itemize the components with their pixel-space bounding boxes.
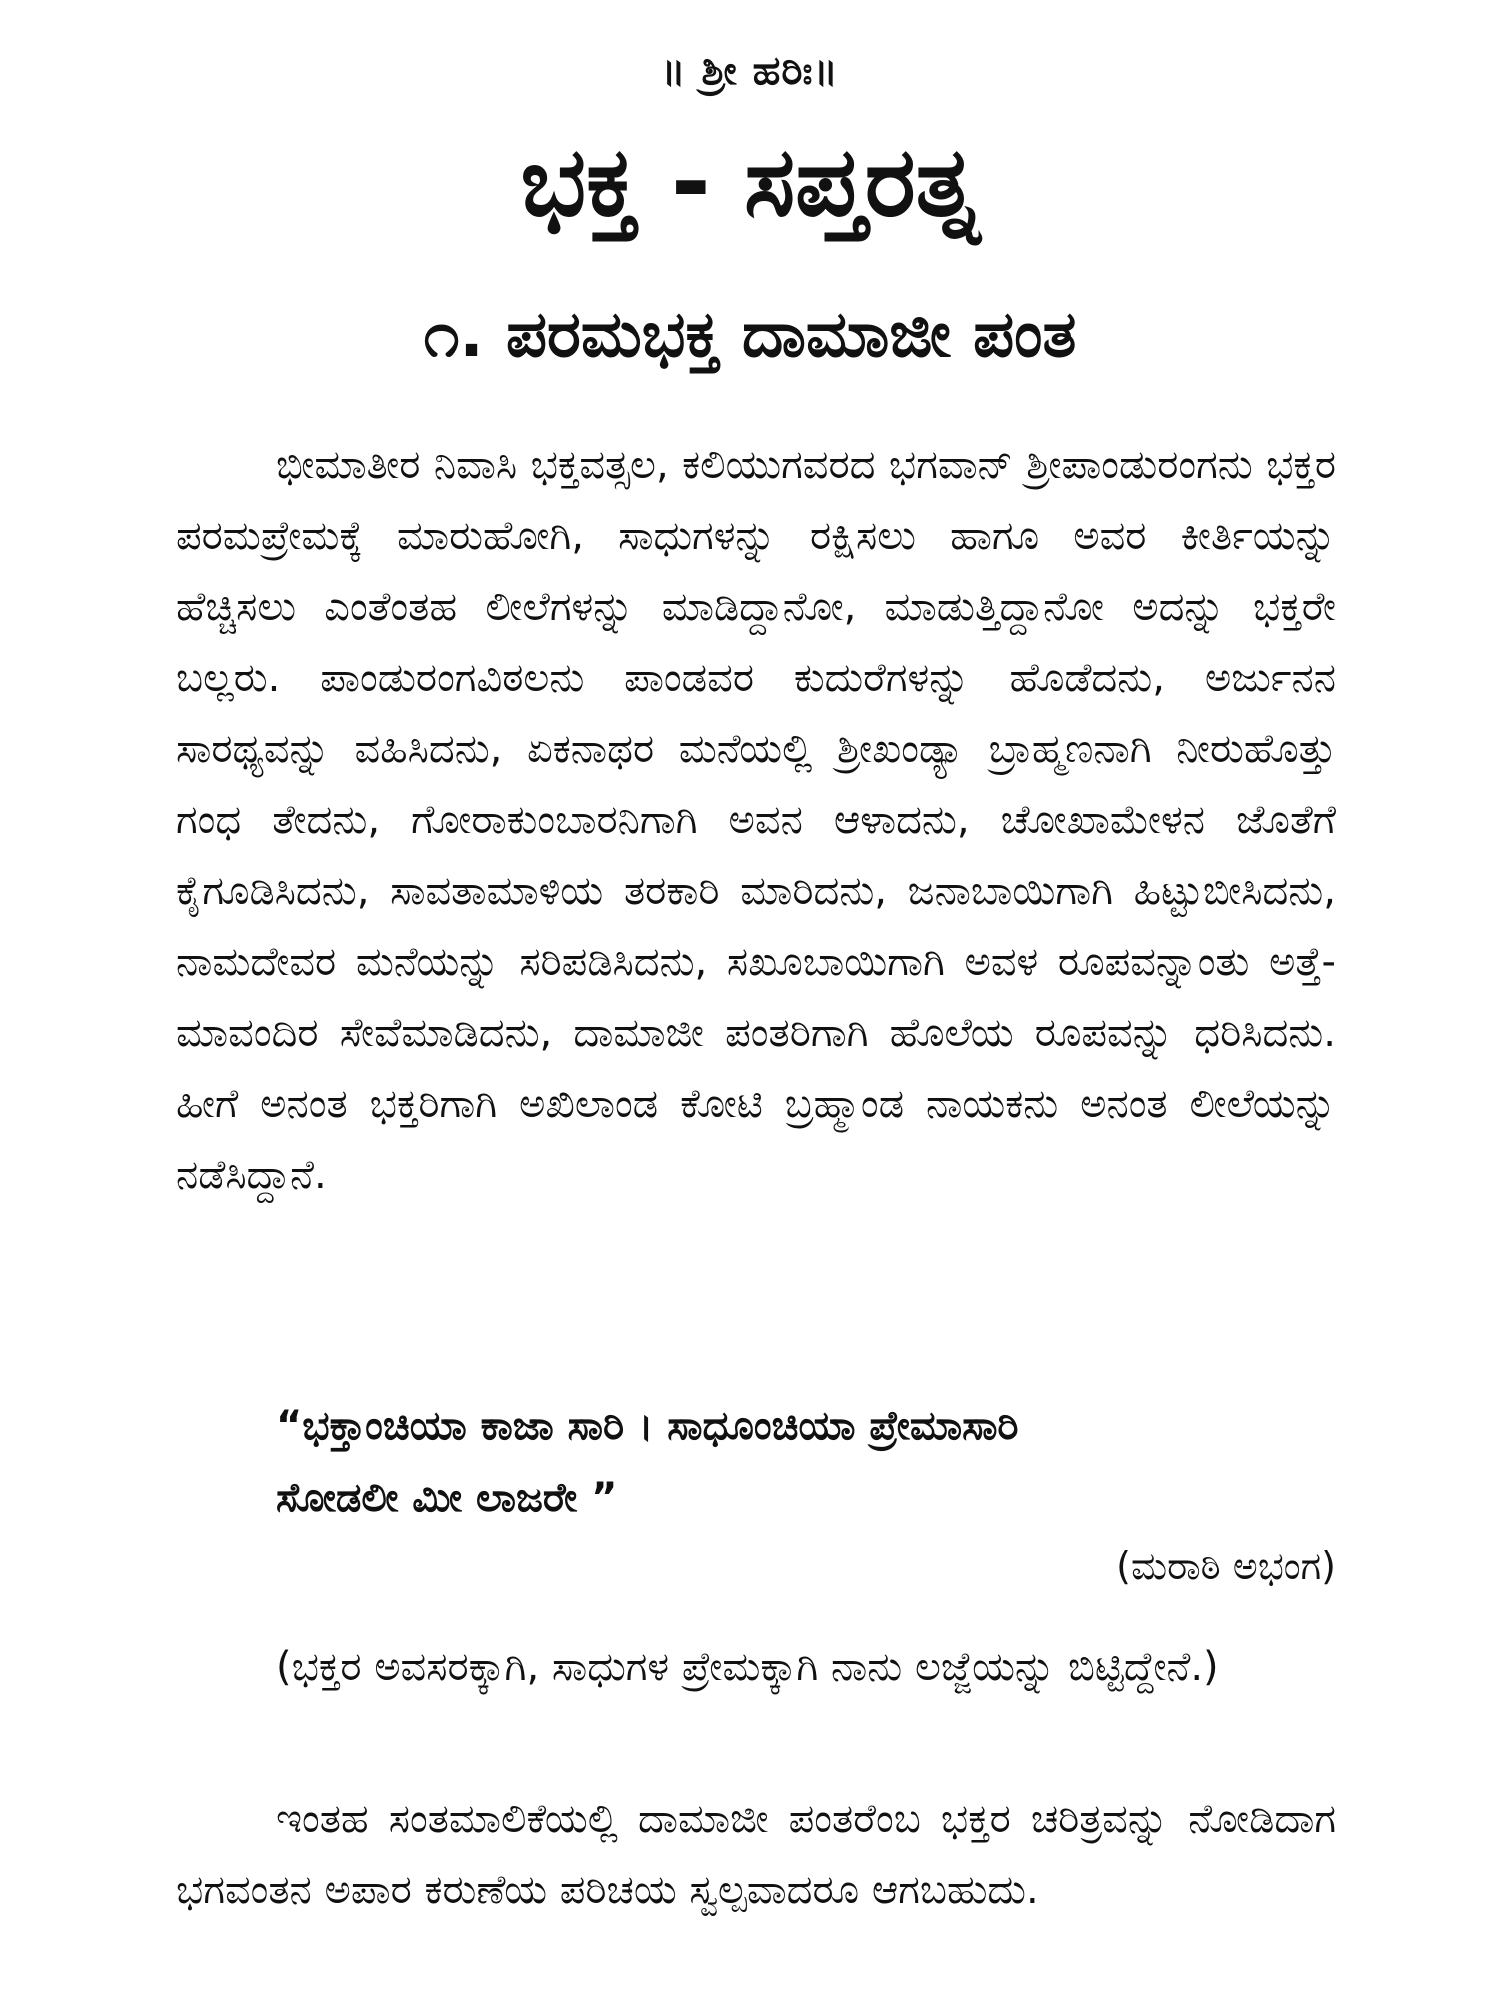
intro-paragraph: ಭೀಮಾತೀರ ನಿವಾಸಿ ಭಕ್ತವತ್ಸಲ, ಕಲಿಯುಗವರದ ಭಗವಾನ್ ಶ್ರೀಪಾಂಡುರಂಗನು ಭಕ್ತರ ಪರಮಪ್ರೇಮಕ್ಕೆ ಮಾರುಹೋಗಿ, ಸಾಧುಗಳನ್ನು ರಕ್ಷಿಸಲು ಹಾಗೂ ಅವರ ಕೀರ್ತಿಯನ್ನು ಹೆಚ್ಚಿಸಲು ಎಂತೆಂತಹ ಲೀಲೆಗಳನ್ನು ಮಾಡಿದ್ದಾನೋ, ಮಾಡುತ್ತಿದ್ದಾನೋ ಅದನ್ನು ಭಕ್ತರೇ ಬಲ್ಲರು. ಪಾಂಡುರಂಗವಿಠಲನು ಪಾಂಡವರ ಕುದುರೆಗಳನ್ನು ಹೊಡೆದನು, ಅರ್ಜುನನ ಸಾರಥ್ಯವನ್ನು ವಹಿಸಿದನು, ಏಕನಾಥರ ಮನೆಯಲ್ಲಿ ಶ್ರೀಖಂಡ್ಯಾ ಬ್ರಾಹ್ಮಣನಾಗಿ ನೀರುಹೊತ್ತು ಗಂಧ ತೇದನು, ಗೋರಾಕುಂಬಾರನಿಗಾಗಿ ಅವನ ಆಳಾದನು, ಚೋಖಾಮೇಳನ ಜೊತೆಗೆ ಕೈಗೂಡಿಸಿದನು, ಸಾವತಾಮಾಳಿಯ ತರಕಾರಿ ಮಾರಿದನು, ಜನಾಬಾಯಿಗಾಗಿ ಹಿಟ್ಟುಬೀಸಿದನು, ನಾಮದೇವರ ಮನೆಯನ್ನು ಸರಿಪಡಿಸಿದನು, ಸಖೂಬಾಯಿಗಾಗಿ ಅವಳ ರೂಪವನ್ನಾಂತು ಅತ್ತೆ-ಮಾವಂದಿರ ಸೇವೆಮಾಡಿದನು, ದಾಮಾಜೀ ಪಂತರಿಗಾಗಿ ಹೊಲೆಯ ರೂಪವನ್ನು ಧರಿಸಿದನು. ಹೀಗೆ ಅನಂತ ಭಕ್ತರಿಗಾಗಿ ಅಖಿಲಾಂಡ ಕೋಟಿ ಬ್ರಹ್ಮಾಂಡ ನಾಯಕನು ಅನಂತ ಲೀಲೆಯನ್ನು ನಡೆಸಿದ್ದಾನೆ. — [176, 442, 1336, 1198]
invocation-line: ॥ ಶ್ರೀ ಹರಿಃ॥ — [661, 48, 839, 94]
book-title: ಭಕ್ತ - ಸಪ್ತರತ್ನ — [520, 126, 980, 238]
verse-source: (ಮರಾಠಿ ಅಭಂಗ) — [1116, 1544, 1336, 1588]
verse-line-1: “ಭಕ್ತಾಂಚಿಯಾ ಕಾಜಾ ಸಾರಿ । ಸಾಧೂಂಚಿಯಾ ಪ್ರೇಮಾಸಾರಿ — [276, 1403, 1019, 1449]
closing-paragraph: ಇಂತಹ ಸಂತಮಾಲಿಕೆಯಲ್ಲಿ ದಾಮಾಜೀ ಪಂತರೆಂಬ ಭಕ್ತರ ಚರಿತ್ರವನ್ನು ನೋಡಿದಾಗ ಭಗವಂತನ ಅಪಾರ ಕರುಣೆಯ ಪರಿಚಯ ಸ್ವಲ್ಪವಾದರೂ ಆಗಬಹುದು. — [176, 1796, 1336, 1913]
verse-line-2: ಸೋಡಲೀ ಮೀ ಲಾಜರೇ ” — [276, 1475, 618, 1521]
chapter-title: ೧. ಪರಮಭಕ್ತ ದಾಮಾಜೀ ಪಂತ — [423, 298, 1077, 372]
marathi-verse — [276, 1390, 1336, 1534]
verse-translation-paragraph: (ಭಕ್ತರ ಅವಸರಕ್ಕಾಗಿ, ಸಾಧುಗಳ ಪ್ರೇಮಕ್ಕಾಗಿ ನಾನು ಲಜ್ಜೆಯನ್ನು ಬಿಟ್ಟಿದ್ದೇನೆ.) — [276, 1644, 1219, 1690]
